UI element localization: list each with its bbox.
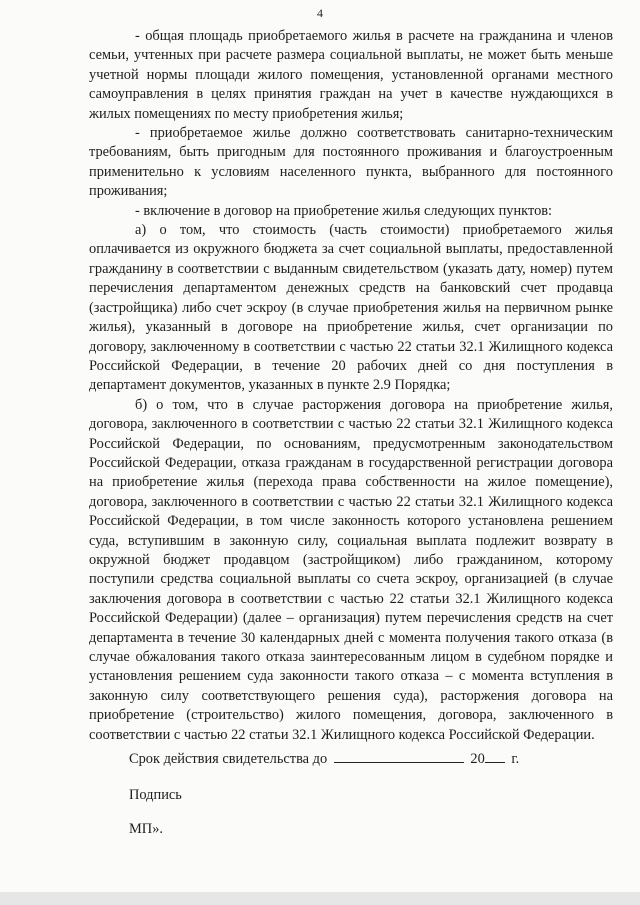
year-suffix: г. [511, 751, 520, 767]
signature-label: Подпись [129, 787, 182, 803]
page-number: 4 [317, 6, 323, 20]
paragraph-area-requirement: - общая площадь приобретаемого жилья в расчете на гражданина и членов семьи, учтенных при расчете размера социальной выплаты, не может быть меньше учетной нормы площади жилого помещения, установленной органами местного самоуправления в целях принятия граждан на учет в качестве нуждающихся в жилых помещениях по месту приобретения жилья; [89, 28, 613, 122]
scan-bottom-edge [0, 892, 640, 905]
paragraph-sanitary-requirement: - приобретаемое жилье должно соответствовать санитарно-техническим требованиям, быть пригодным для постоянного проживания и благоустроенным применительно к условиям населенного пункта, выбранного для постоянного проживания; [89, 125, 613, 200]
stamp-label: МП». [129, 821, 163, 837]
year-blank-line [485, 750, 505, 763]
date-blank-line [334, 750, 464, 763]
paragraph-contract-clauses-intro: - включение в договор на приобретение жилья следующих пунктов: [135, 202, 553, 219]
paragraph-clause-b: б) о том, что в случае расторжения договора на приобретение жилья, договора, заключенного в соответствии с частью 22 статьи 32.1 Жилищного кодекса Российской Федерации, по основаниям, предусмотренным законодательством Российской Федерации, отказа гражданам в государственной регистрации договора на приобретение жилья (перехода права собственности на жилое помещение), договора, заключенного в соответствии с частью 22 статьи 32.1 Жилищного кодекса Российской Федерации, в том числе законность которого установлена решением суда, вступившим в законную силу, социальная выплата подлежит возврату в окружной бюджет продавцом (застройщиком) либо гражданином, которому поступили средства социальной выплаты со счета эскроу, организацией (в случае заключения договора в соответствии с частью 22 статьи 32.1 Жилищного кодекса Российской Федерации) (далее – организация) путем перечисления средств на счет департамента в течение 30 календарных дней с момента получения такого отказа (в случае обжалования такого отказа заинтересованным лицом в судебном порядке и установления решением суда законности такого отказа – с момента вступления в законную силу соответствующего решения суда), расторжения договора на приобретение (строительство) жилого помещения, договора, заключенного в соответствии с частью 22 статьи 32.1 Жилищного кодекса Российской Федерации. [89, 396, 613, 743]
validity-label: Срок действия свидетельства до [129, 751, 328, 767]
document-body [89, 27, 613, 745]
paragraph-clause-a: а) о том, что стоимость (часть стоимости) приобретаемого жилья оплачивается из окружного бюджета за счет социальной выплаты, предоставленной гражданину в соответствии с выданным свидетельством (указать дату, номер) путем перечисления департаментом денежных средств на банковский счет продавца (застройщика) либо счет эскроу (в случае приобретения жилья на первичном рынке жилья), указанный в договоре на приобретение жилья, счет организации по договору, заключенному в соответствии с частью 22 статьи 32.1 Жилищного кодекса Российской Федерации, в течение 20 рабочих дней со дня поступления в департамент документов, указанных в пункте 2.9 Порядка; [89, 222, 613, 394]
year-prefix: 20 [470, 751, 485, 767]
certificate-validity-line [129, 750, 609, 768]
